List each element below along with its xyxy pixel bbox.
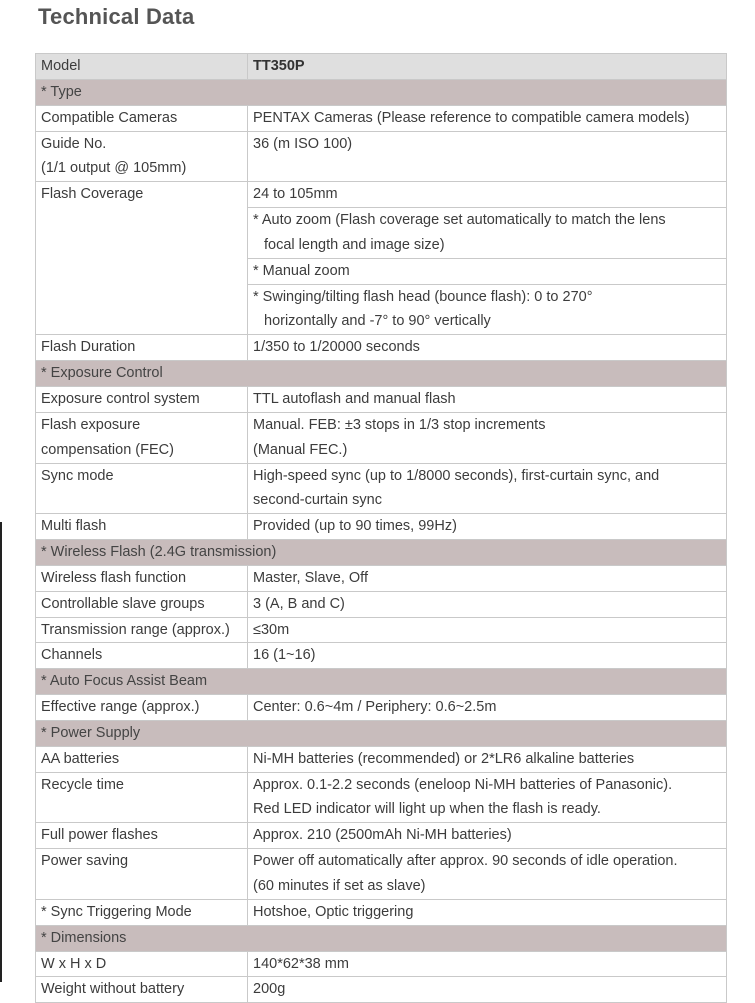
row-value: 16 (1~16) (248, 643, 727, 669)
row-label: Wireless flash function (36, 565, 248, 591)
row-value-line: focal length and image size) (264, 236, 445, 253)
row-value (248, 208, 727, 259)
section-title: * Wireless Flash (2.4G transmission) (36, 540, 727, 566)
row-value-line: High-speed sync (up to 1/8000 seconds), first-curtain sync, and (253, 467, 660, 484)
section-title: * Dimensions (36, 925, 727, 951)
table-row (36, 131, 727, 182)
row-value: Provided (up to 90 times, 99Hz) (248, 514, 727, 540)
row-label (36, 412, 248, 463)
row-label: Effective range (approx.) (36, 695, 248, 721)
table-row (36, 643, 727, 669)
section-type (36, 79, 727, 105)
row-label: Full power flashes (36, 823, 248, 849)
row-value-line: horizontally and -7° to 90° vertically (264, 313, 491, 330)
table-row (36, 105, 727, 131)
row-value: 1/350 to 1/20000 seconds (248, 335, 727, 361)
row-value: Center: 0.6~4m / Periphery: 0.6~2.5m (248, 695, 727, 721)
row-value: ≤30m (248, 617, 727, 643)
row-label: Flash Duration (36, 335, 248, 361)
row-value (248, 772, 727, 823)
row-label: Multi flash (36, 514, 248, 540)
section-power (36, 720, 727, 746)
row-value: Hotshoe, Optic triggering (248, 899, 727, 925)
row-value (248, 284, 727, 335)
row-value-line: Approx. 0.1-2.2 seconds (eneloop Ni-MH batteries of Panasonic). (253, 776, 673, 793)
row-label: Channels (36, 643, 248, 669)
row-label: Transmission range (approx.) (36, 617, 248, 643)
table-row (36, 977, 727, 1003)
row-label: Power saving (36, 849, 248, 900)
row-value: TTL autoflash and manual flash (248, 386, 727, 412)
row-value-line: Power off automatically after approx. 90 seconds of idle operation. (253, 853, 678, 870)
model-value: TT350P (248, 54, 727, 80)
row-label (36, 131, 248, 182)
row-value (248, 463, 727, 514)
row-label-line: (1/1 output @ 105mm) (41, 160, 187, 177)
row-label: W x H x D (36, 951, 248, 977)
spec-table (35, 53, 727, 1003)
row-value: Ni-MH batteries (recommended) or 2*LR6 alkaline batteries (248, 746, 727, 772)
row-value: 140*62*38 mm (248, 951, 727, 977)
row-label-line: compensation (FEC) (41, 441, 174, 458)
table-row (36, 335, 727, 361)
row-value (248, 412, 727, 463)
table-row (36, 463, 727, 514)
table-row (36, 182, 727, 208)
section-title: * Type (36, 79, 727, 105)
table-row (36, 746, 727, 772)
edge-divider (0, 522, 2, 982)
row-value: 200g (248, 977, 727, 1003)
section-title: * Power Supply (36, 720, 727, 746)
row-value-line: (Manual FEC.) (253, 441, 348, 458)
header-label: Model (36, 54, 248, 80)
table-row (36, 617, 727, 643)
row-label: * Sync Triggering Mode (36, 899, 248, 925)
table-row (36, 849, 727, 900)
table-row (36, 823, 727, 849)
row-label-line: Guide No. (41, 135, 107, 152)
table-row (36, 412, 727, 463)
section-exposure (36, 361, 727, 387)
table-header-row (36, 54, 727, 80)
section-af-assist (36, 669, 727, 695)
table-row (36, 386, 727, 412)
table-row (36, 772, 727, 823)
row-value: Approx. 210 (2500mAh Ni-MH batteries) (248, 823, 727, 849)
row-value: 36 (m ISO 100) (248, 131, 727, 182)
row-label-line: Flash exposure (41, 416, 141, 433)
row-value-line: * Auto zoom (Flash coverage set automatically to match the lens (253, 212, 666, 229)
section-wireless (36, 540, 727, 566)
row-value: * Manual zoom (248, 258, 727, 284)
row-label: Exposure control system (36, 386, 248, 412)
row-value-line: Red LED indicator will light up when the flash is ready. (253, 801, 601, 818)
page-title: Technical Data (38, 4, 195, 29)
row-value: Master, Slave, Off (248, 565, 727, 591)
row-label: Flash Coverage (36, 182, 248, 335)
row-value: PENTAX Cameras (Please reference to compatible camera models) (248, 105, 727, 131)
table-row (36, 951, 727, 977)
section-title: * Exposure Control (36, 361, 727, 387)
table-row (36, 695, 727, 721)
row-value: 3 (A, B and C) (248, 591, 727, 617)
row-label: Compatible Cameras (36, 105, 248, 131)
row-label: Weight without battery (36, 977, 248, 1003)
row-value-line: second-curtain sync (253, 492, 382, 509)
row-label: Recycle time (36, 772, 248, 823)
row-value-line: (60 minutes if set as slave) (253, 878, 426, 894)
row-label: AA batteries (36, 746, 248, 772)
row-value: 24 to 105mm (248, 182, 727, 208)
section-title: * Auto Focus Assist Beam (36, 669, 727, 695)
row-value (248, 849, 727, 900)
table-row (36, 565, 727, 591)
row-label: Controllable slave groups (36, 591, 248, 617)
row-label: Sync mode (36, 463, 248, 514)
section-dimensions (36, 925, 727, 951)
table-row (36, 514, 727, 540)
row-value-line: * Swinging/tilting flash head (bounce flash): 0 to 270° (253, 288, 593, 305)
table-row (36, 899, 727, 925)
table-row (36, 591, 727, 617)
row-value-line: Manual. FEB: ±3 stops in 1/3 stop increments (253, 416, 546, 433)
